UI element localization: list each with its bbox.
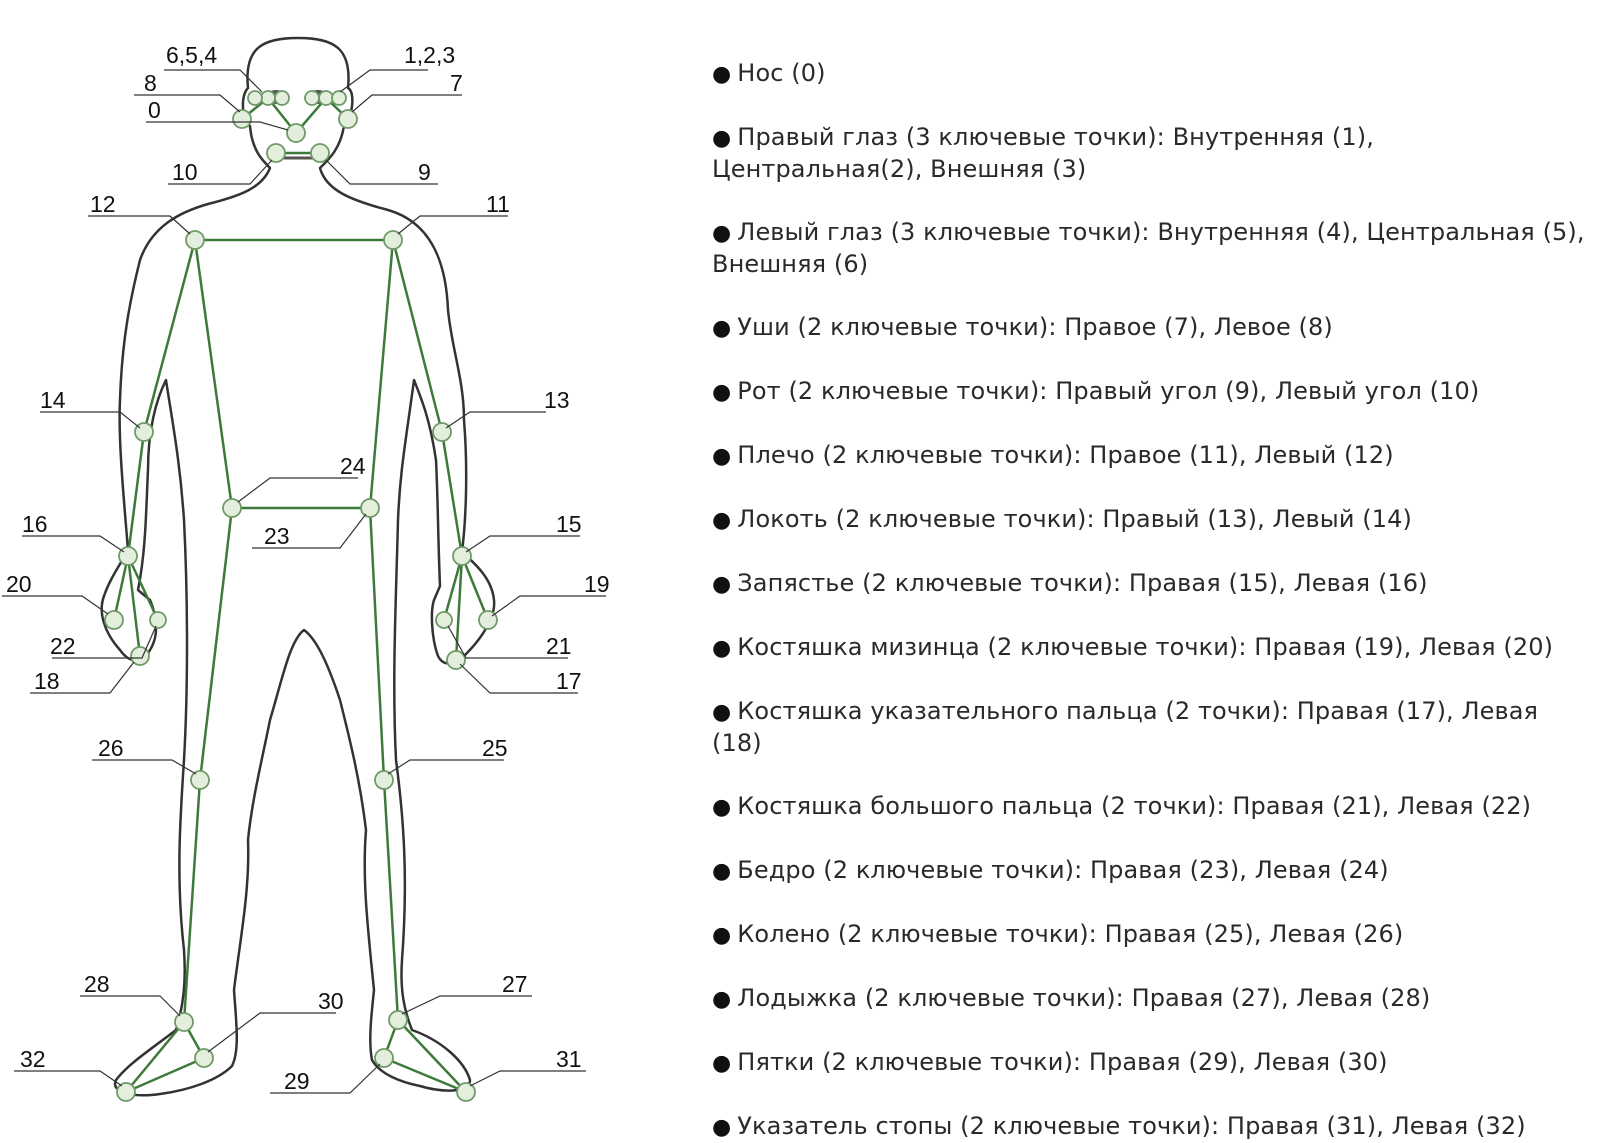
legend-item-shoulder: ● Плечо (2 ключевые точки): Правое (11), Левый (12) (712, 441, 1394, 469)
callout-21: 21 (546, 633, 572, 659)
callout-26: 26 (98, 735, 124, 761)
callout-0: 0 (148, 97, 161, 123)
callout-13: 13 (544, 387, 570, 413)
callout-30: 30 (318, 988, 344, 1014)
legend-item-pinky: ● Костяшка мизинца (2 ключевые точки): Правая (19), Левая (20) (712, 633, 1554, 661)
keypoint-1 (305, 91, 319, 105)
callout-1-2-3: 1,2,3 (404, 42, 456, 68)
bullet-icon: ● (712, 859, 732, 884)
keypoint-31 (457, 1083, 475, 1101)
callout-24: 24 (340, 453, 366, 479)
bullet-icon: ● (712, 795, 732, 820)
bullet-icon: ● (712, 444, 732, 469)
bullet-icon: ● (712, 572, 732, 597)
keypoint-2 (319, 91, 333, 105)
bullet-icon: ● (712, 987, 732, 1012)
callout-labels (6, 42, 610, 1094)
keypoint-21 (436, 612, 452, 628)
keypoint-legend (712, 58, 1592, 1143)
callout-8: 8 (144, 70, 157, 96)
bullet-icon: ● (712, 636, 732, 661)
legend-item-knee: ● Колено (2 ключевые точки): Правая (25), Левая (26) (712, 920, 1404, 948)
legend-item-right-eye: ● Правый глаз (3 ключевые точки): Внутренняя (1), Центральная(2), Внешняя (3) (712, 123, 1374, 183)
bullet-icon: ● (712, 1051, 732, 1076)
callout-29: 29 (284, 1068, 310, 1094)
keypoint-3 (332, 91, 346, 105)
bullet-icon: ● (712, 508, 732, 533)
legend-item-elbow: ● Локоть (2 ключевые точки): Правый (13), Левый (14) (712, 505, 1412, 533)
callout-17: 17 (556, 668, 582, 694)
body-outline (102, 38, 494, 1095)
callout-11: 11 (486, 191, 510, 217)
legend-item-nose: ● Нос (0) (712, 59, 826, 87)
legend-item-thumb: ● Костяшка большого пальца (2 точки): Правая (21), Левая (22) (712, 792, 1532, 820)
keypoint-30 (195, 1049, 213, 1067)
keypoint-25 (375, 771, 393, 789)
bullet-icon: ● (712, 380, 732, 405)
legend-item-index: ● Костяшка указательного пальца (2 точки): Правая (17), Левая (18) (712, 697, 1539, 757)
callout-20: 20 (6, 571, 32, 597)
keypoint-9 (311, 144, 329, 162)
callout-14: 14 (40, 387, 66, 413)
bullet-icon: ● (712, 316, 732, 341)
keypoint-13 (433, 423, 451, 441)
legend-item-hip: ● Бедро (2 ключевые точки): Правая (23), Левая (24) (712, 856, 1389, 884)
legend-item-foot-index: ● Указатель стопы (2 ключевые точки): Правая (31), Левая (32) (712, 1112, 1526, 1140)
keypoint-8 (233, 110, 251, 128)
keypoint-10 (267, 144, 285, 162)
keypoint-7 (339, 110, 357, 128)
callout-22: 22 (50, 633, 76, 659)
callout-15: 15 (556, 511, 582, 537)
legend-item-ears: ● Уши (2 ключевые точки): Правое (7), Левое (8) (712, 313, 1333, 341)
keypoint-32 (117, 1083, 135, 1101)
callout-16: 16 (22, 511, 48, 537)
callout-31: 31 (556, 1046, 582, 1072)
legend-item-ankle: ● Лодыжка (2 ключевые точки): Правая (27), Левая (28) (712, 984, 1431, 1012)
bullet-icon: ● (712, 1115, 732, 1140)
body-keypoint-diagram (0, 0, 700, 1124)
keypoint-16 (119, 547, 137, 565)
callout-9: 9 (418, 159, 431, 185)
bullet-icon: ● (712, 923, 732, 948)
callout-10: 10 (172, 159, 198, 185)
legend-item-left-eye: ● Левый глаз (3 ключевые точки): Внутренняя (4), Центральная (5), Внешняя (6) (712, 218, 1585, 278)
keypoint-0 (287, 124, 305, 142)
callout-32: 32 (20, 1046, 46, 1072)
keypoint-4 (261, 91, 275, 105)
callout-19: 19 (584, 571, 610, 597)
bullet-icon: ● (712, 700, 732, 725)
callout-12: 12 (90, 191, 116, 217)
legend-item-heel: ● Пятки (2 ключевые точки): Правая (29), Левая (30) (712, 1048, 1388, 1076)
keypoint-26 (191, 771, 209, 789)
keypoint-6 (248, 91, 262, 105)
callout-28: 28 (84, 971, 110, 997)
callout-leaders (2, 70, 606, 1093)
keypoint-27 (389, 1011, 407, 1029)
keypoint-29 (375, 1049, 393, 1067)
legend-item-wrist: ● Запястье (2 ключевые точки): Правая (15), Левая (16) (712, 569, 1428, 597)
bullet-icon: ● (712, 62, 732, 87)
keypoints (105, 91, 497, 1101)
skeleton-lines (114, 98, 488, 1092)
keypoint-28 (175, 1013, 193, 1031)
keypoint-23 (361, 499, 379, 517)
callout-27: 27 (502, 971, 528, 997)
callout-6-5-4: 6,5,4 (166, 42, 218, 68)
bullet-icon: ● (712, 126, 732, 151)
callout-7: 7 (450, 70, 463, 96)
callout-23: 23 (264, 523, 290, 549)
callout-25: 25 (482, 735, 508, 761)
keypoint-15 (453, 547, 471, 565)
legend-item-mouth: ● Рот (2 ключевые точки): Правый угол (9), Левый угол (10) (712, 377, 1480, 405)
keypoint-12 (186, 231, 204, 249)
keypoint-5 (275, 91, 289, 105)
keypoint-22 (150, 612, 166, 628)
callout-18: 18 (34, 668, 60, 694)
bullet-icon: ● (712, 221, 732, 246)
